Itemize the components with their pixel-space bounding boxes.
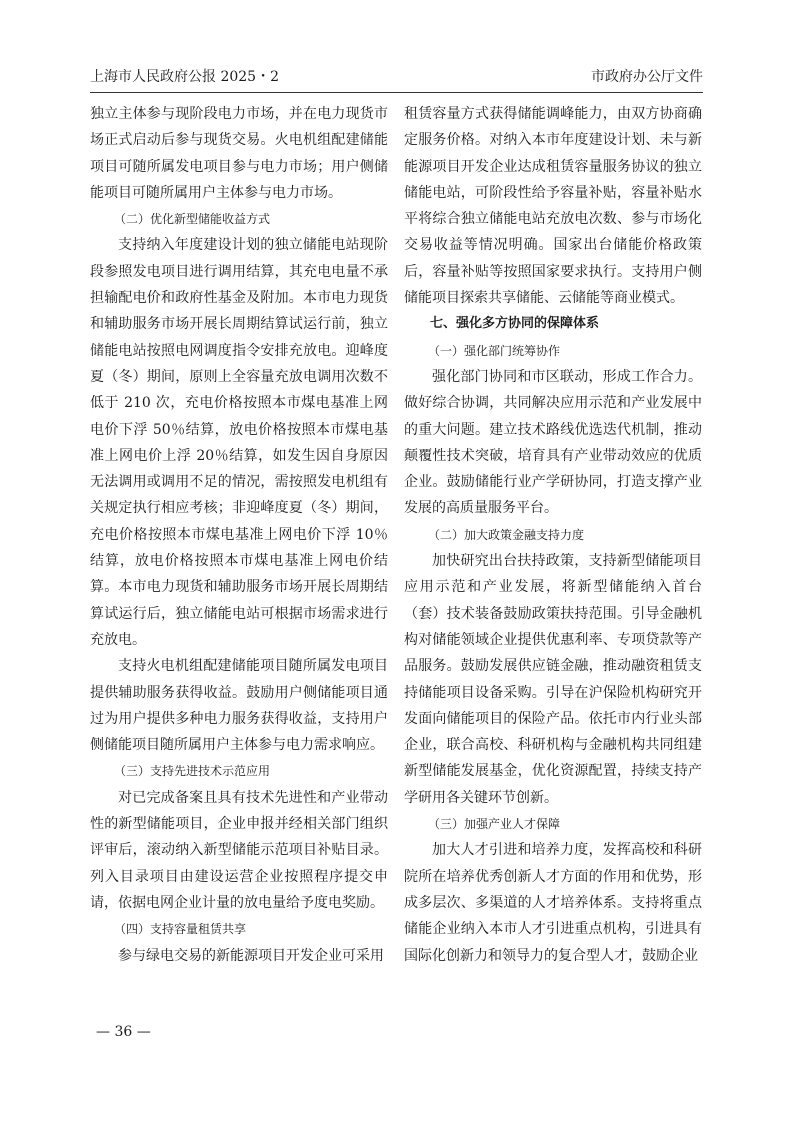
paragraph: 强化部门协同和市区联动，形成工作合力。做好综合协调，共同解决应用示范和产业发展中的重大问题。建立技术路线优选迭代机制，推动颠覆性技术突破，培育具有产业带动效应的优质企业。鼓励储能行业产学研协同，打造支撑产业发展的高质量服务平台。 (404, 368, 702, 517)
paragraph: 对已完成备案且具有技术先进性和产业带动性的新型储能项目，企业申报并经相关部门组织评审后，滚动纳入新型储能示范项目补贴目录。列入目录项目由建设运营企业按照程序提交申请，依据电网企业计量的放电量给予度电奖励。 (90, 789, 388, 911)
paragraph: 参与绿电交易的新能源项目开发企业可采用 (118, 947, 384, 964)
page-number: — 36 — (96, 1024, 151, 1040)
left-column (90, 101, 388, 969)
right-column (404, 101, 702, 969)
paragraph-continuation: 独立主体参与现阶段电力市场，并在电力现货市场正式启动后参与现货交易。火电机组配建储能项目可随所属发电项目参与电力市场；用户侧储能项目可随所属用户主体参与电力市场。 (90, 106, 388, 201)
paragraph: 加快研究出台扶持政策，支持新型储能项目应用示范和产业发展，将新型储能纳入首台（套）技术装备鼓励政策扶持范围。引导金融机构对储能领域企业提供优惠利率、专项贷款等产品服务。鼓励发展供应链金融，推动融资租赁支持储能项目设备采购。引导在沪保险机构研究开发面向储能项目的保险产品。依托市内行业头部企业，联合高校、科研机构与金融机构共同组建新型储能发展基金，优化资源配置，持续支持产学研用各关键环节创新。 (404, 553, 702, 806)
paragraph: 加大人才引进和培养力度，发挥高校和科研院所在培养优秀创新人才方面的作用和优势，形成多层次、多渠道的人才培养体系。支持将重点储能企业纳入本市人才引进重点机构，引进具有国际化创新力和领导力的复合型人才，鼓励企业 (404, 842, 702, 964)
subsection-heading: （一）强化部门统筹协作 (428, 343, 561, 358)
subsection-heading: （二）加大政策金融支持力度 (428, 527, 585, 542)
subsection-heading: （三）支持先进技术示范应用 (114, 764, 271, 779)
section-heading: 七、强化多方协同的保障体系 (430, 316, 600, 332)
section-title: 市政府办公厅文件 (591, 69, 703, 85)
paragraph-continuation: 租赁容量方式获得储能调峰能力，由双方协商确定服务价格。对纳入本市年度建设计划、未与新能源项目开发企业达成租赁容量服务协议的独立储能电站，可阶段性给予容量补贴，容量补贴水平将综合独立储能电站充放电次数、参与市场化交易收益等情况明确。国家出台储能价格政策后，容量补贴等按照国家要求执行。支持用户侧储能项目探索共享储能、云储能等商业模式。 (404, 106, 702, 307)
running-header (90, 66, 703, 88)
paragraph: 支持火电机组配建储能项目随所属发电项目提供辅助服务获得收益。鼓励用户侧储能项目通过为用户提供多种电力服务获得收益，支持用户侧储能项目随所属用户主体参与电力需求响应。 (90, 658, 388, 754)
subsection-heading: （二）优化新型储能收益方式 (114, 212, 271, 227)
paragraph: 支持纳入年度建设计划的独立储能电站现阶段参照发电项目进行调用结算，其充电电量不承担输配电价和政府性基金及附加。本市电力现货和辅助服务市场开展长周期结算试运行前，独立储能电站按照电网调度指令安排充放电。迎峰度夏（冬）期间，原则上全容量充放电调用次数不低于 210 次，充电价格按照本市煤电基准上网电价下浮 50％结算，放电价格按照本市煤电基准上网电价上浮 20％结算，如发生因自身原因无法调用或调用不足的情况，需按照发电机组有关规定执行相应考核；非迎峰度夏（冬）期间，充电价格按照本市煤电基准上网电价下浮 10％结算，放电价格按照本市煤电基准上网电价结算。本市电力现货和辅助服务市场开展长周期结算试运行后，独立储能电站可根据市场需求进行充放电。 (90, 237, 388, 648)
subsection-heading: （三）加强产业人才保障 (428, 817, 561, 832)
header-rule (90, 92, 703, 93)
publication-title: 上海市人民政府公报 2025・2 (90, 69, 279, 85)
subsection-heading: （四）支持容量租赁共享 (114, 922, 247, 937)
